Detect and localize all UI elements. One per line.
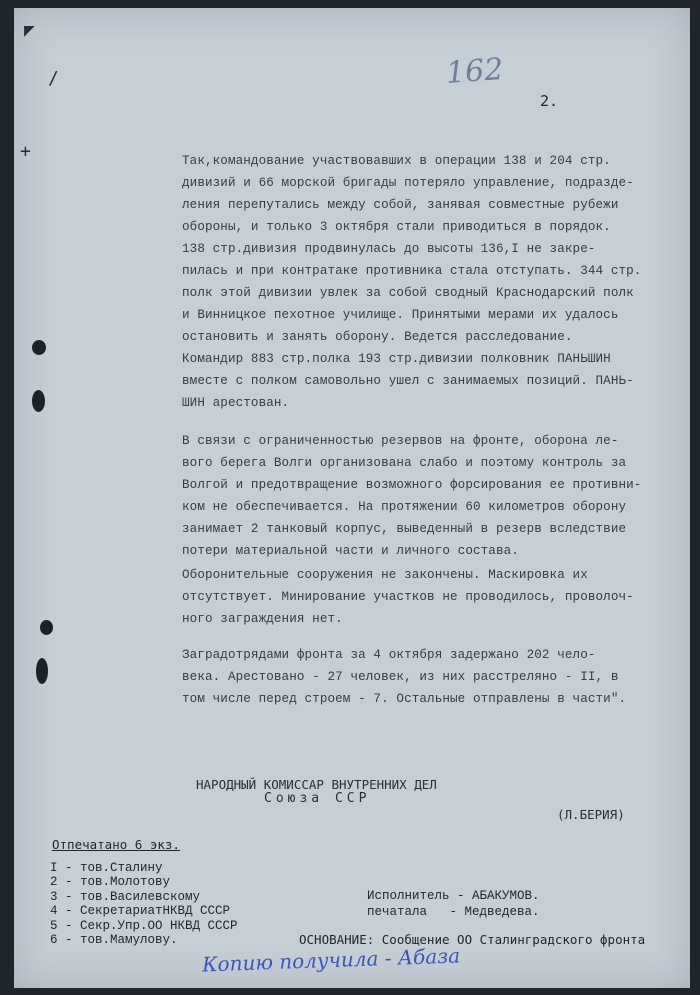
printed-copies-label: Отпечатано 6 экз. — [52, 837, 180, 852]
distribution-item: 3 - тов.Василевскому — [50, 889, 201, 904]
body-paragraph: Заградотрядами фронта за 4 октября задержано 202 чело- века. Арестовано - 27 человек, из них расстреляно - II, в том числе перед строем - 7. Остальные отправлены в части". — [182, 648, 627, 706]
executor-block — [367, 888, 540, 920]
body-paragraph: Командир 883 стр.полка 193 стр.дивизии полковник ПАНЬШИН вместе с полком самовольно ушел с занимаемых позиций. ПАНЬ- ШИН арестован. — [182, 352, 634, 410]
body-paragraph: 138 стр.дивизия продвинулась до высоты 136,I не закре- пилась и при контратаке противника стала отступать. 344 стр. полк этой дивизии увлек за собой сводный Краснодарский полк и Винницкое пехотное училище. Принятыми мерами их удалось остановить и занять оборону. Ведется расследование. — [182, 242, 642, 344]
body-paragraph: В связи с ограниченностью резервов на фронте, оборона ле- вого берега Волги организована слабо и поэтому контроль за Волгой и предотвращение возможного форсирования ее противни- ком не обеспечивается. На протяжении 60 километров оборону занимает 2 танковый корпус, выведенный в резерв вследствие потери материальной части и личного состава. — [182, 434, 642, 558]
distribution-item: I - тов.Сталину — [50, 861, 163, 875]
basis-line: ОСНОВАНИЕ: Сообщение ОО Сталинградского фронта — [299, 932, 646, 947]
slash-mark-icon: / — [48, 68, 59, 89]
distribution-item: 2 - тов.Молотову — [50, 875, 171, 890]
body-paragraph: Так,командование участвовавших в операции 138 и 204 стр. дивизий и 66 морской бригады потеряло управление, подразде- ления перепутались между собой, занявая совместные рубежи обороны, и только 3 октября стали приводиться в порядок. — [182, 154, 634, 234]
distribution-item: 6 - тов.Мамулову. — [50, 933, 178, 948]
binding-hole-icon — [36, 658, 48, 684]
binding-hole-icon — [32, 390, 45, 412]
signature-name: (Л.БЕРИЯ) — [557, 807, 625, 822]
body-paragraph: Оборонительные сооружения не закончены. Маскировка их отсутствует. Минирование участков не проводилось, проволоч- ного заграждения нет. — [182, 568, 634, 626]
executor-line: Исполнитель - АБАКУМОВ. — [367, 889, 540, 903]
distribution-item: 5 - Секр.Упр.ОО НКВД СССР — [50, 918, 238, 933]
distribution-item: 4 - СекретариатНКВД СССР — [50, 904, 231, 919]
signature-title: НАРОДНЫЙ КОМИССАР ВНУТРЕННИХ ДЕЛ — [196, 777, 437, 792]
binding-hole-icon — [40, 620, 53, 635]
distribution-list — [50, 861, 238, 947]
handwritten-note: Копию получила - Абаза — [201, 943, 461, 977]
page-number: 2. — [540, 92, 559, 110]
signature-subtitle: Союза ССР — [264, 791, 371, 806]
cross-mark-icon: + — [20, 141, 31, 162]
typist-line: печатала - Медведева. — [367, 905, 540, 919]
corner-mark-icon: ◤ — [24, 20, 35, 41]
document-sheet — [14, 8, 690, 988]
archive-number: 162 — [444, 52, 505, 91]
binding-hole-icon — [32, 340, 46, 355]
